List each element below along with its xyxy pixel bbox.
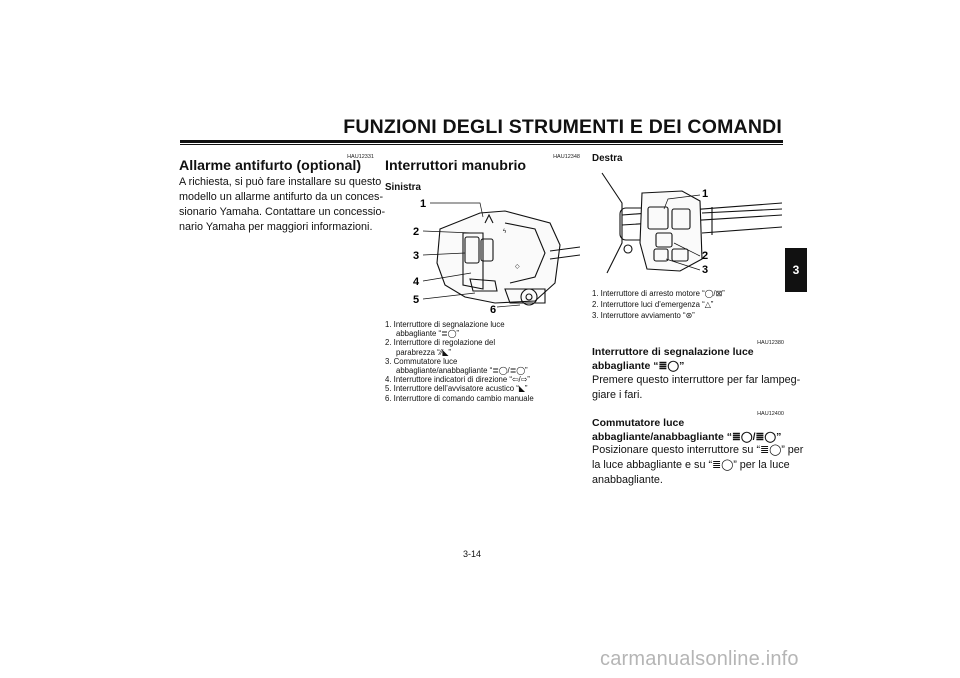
caption-line: 3. Commutatore luce	[385, 356, 458, 366]
section-code: HAU12331	[347, 154, 374, 160]
caption-line: 6. Interruttore di comando cambio manuale	[385, 393, 534, 403]
section-title-handlebar: Interruttori manubrio	[385, 158, 527, 174]
heading-text: ”	[679, 359, 685, 372]
heading-line: Commutatore luce	[592, 417, 685, 429]
caption-line	[385, 366, 585, 375]
dimmer-body	[592, 443, 804, 488]
caption-text: abbagliante “	[396, 329, 442, 339]
caption-line	[385, 375, 585, 384]
section-code: HAU12348	[553, 154, 580, 160]
right-captions	[592, 289, 787, 321]
text-span: Posizionare questo interruttore su “	[592, 444, 761, 456]
subtitle-right: Destra	[592, 153, 623, 164]
caption-text: /	[518, 375, 521, 385]
callout-2: 2	[702, 250, 709, 262]
caption-line: 2. Interruttore di regolazione del	[385, 338, 496, 348]
caption-text: ”	[448, 347, 451, 357]
page-number: 3-14	[463, 549, 482, 559]
caption-text: 3. Interruttore avviamento “	[592, 311, 686, 321]
left-handlebar-illustration	[385, 193, 580, 313]
right-handlebar-illustration	[592, 163, 782, 281]
subtitle-left: Sinistra	[385, 182, 421, 193]
heading-text: /	[752, 430, 756, 443]
caption-text: 1. Interruttore di arresto motore “	[592, 289, 705, 298]
text-span: ” per la luce	[733, 459, 790, 471]
section-title-flasher	[592, 346, 754, 373]
section-title-alarm: Allarme antifurto (optional)	[179, 158, 362, 174]
section-title-dimmer	[592, 417, 781, 444]
flasher-body	[592, 373, 801, 403]
text-line	[592, 443, 804, 458]
text-line: Premere questo interruttore per far lampeg-	[592, 374, 801, 386]
caption-line	[385, 384, 585, 393]
caption-line	[592, 311, 787, 320]
text-line: nario Yamaha per maggiori informazioni.	[179, 221, 373, 233]
callout-3: 3	[413, 250, 420, 262]
text-span: ” per	[781, 444, 804, 456]
heading-text: abbagliante “	[592, 359, 659, 372]
watermark: carmanualsonline.info	[600, 648, 799, 670]
callout-6: 6	[490, 304, 497, 313]
caption-text: 5. Interruttore dell’avvisatore acustico “	[385, 384, 519, 394]
heading-line	[592, 431, 781, 445]
caption-text: ”	[524, 384, 528, 394]
header-rule-thin	[180, 144, 783, 145]
text-line: sionario Yamaha. Contattare un concessio-	[179, 206, 386, 218]
horn-icon: ◣	[518, 384, 525, 394]
header-rule	[180, 140, 783, 143]
high-beam-icon: ≣◯	[441, 329, 457, 339]
caption-text: ”	[710, 300, 714, 310]
caption-line	[385, 329, 585, 338]
low-beam-icon: ≣◯	[712, 459, 734, 471]
high-beam-icon: ≣◯	[760, 444, 782, 456]
callout-2: 2	[413, 226, 420, 238]
heading-line: Interruttore di segnalazione luce	[592, 346, 754, 358]
heading-line	[592, 360, 754, 374]
caption-text: 4. Interruttore indicatori di direzione “	[385, 375, 512, 385]
high-beam-icon: ≣◯	[658, 359, 680, 372]
caption-text: ”	[456, 329, 459, 339]
caption-text: ”	[722, 289, 725, 298]
caption-line	[592, 289, 787, 298]
caption-text: ”	[692, 311, 695, 321]
low-beam-icon: ≣◯	[755, 430, 777, 443]
chapter-tab[interactable]: 3	[785, 248, 807, 292]
section-code: HAU12400	[757, 411, 784, 417]
caption-line	[385, 348, 585, 357]
svg-text:◇: ◇	[515, 264, 520, 270]
start-icon: ⊛	[685, 311, 693, 321]
caption-line: 1. Interruttore di segnalazione luce	[385, 320, 505, 329]
callout-1: 1	[420, 198, 427, 210]
heading-text: abbagliante/anabbagliante “	[592, 430, 733, 443]
callout-5: 5	[413, 294, 420, 306]
high-beam-icon: ≣◯	[492, 366, 508, 376]
heading-text: ”	[776, 430, 782, 443]
svg-text:ϟ: ϟ	[503, 229, 507, 235]
turn-right-icon: ⇨	[520, 375, 528, 385]
callout-4: 4	[413, 276, 420, 288]
text-line	[592, 458, 790, 473]
engine-stop-icon: ⊠	[715, 289, 723, 298]
alarm-body	[179, 175, 386, 235]
callout-3: 3	[702, 264, 709, 276]
high-beam-icon: ≣◯	[732, 430, 753, 443]
caption-line	[592, 300, 787, 309]
page-header-title: FUNZIONI DEGLI STRUMENTI E DEI COMANDI	[343, 116, 782, 138]
left-captions	[385, 320, 585, 403]
caption-text: ”	[527, 375, 530, 385]
windshield-icon: ⁄⁄◣	[439, 347, 449, 357]
caption-text: ”	[524, 366, 528, 376]
caption-text: parabrezza “	[396, 347, 440, 357]
caption-text: /	[507, 366, 510, 376]
low-beam-icon: ≣◯	[509, 366, 525, 376]
text-line: anabbagliante.	[592, 474, 663, 486]
text-line: A richiesta, si può fare installare su questo	[179, 176, 382, 188]
caption-text: abbagliante/anabbagliante “	[396, 366, 493, 376]
text-line: modello un allarme antifurto da un conces-	[179, 191, 384, 203]
engine-run-icon: ◯	[704, 289, 714, 298]
turn-left-icon: ⇦	[511, 375, 519, 385]
text-line: giare i fari.	[592, 389, 643, 401]
caption-text: 2. Interruttore luci d’emergenza “	[592, 300, 705, 310]
caption-text: /	[713, 289, 716, 298]
hazard-icon: △	[704, 300, 711, 310]
callout-1: 1	[702, 188, 709, 200]
text-span: la luce abbagliante e su “	[592, 459, 713, 471]
section-code: HAU12380	[757, 340, 784, 346]
